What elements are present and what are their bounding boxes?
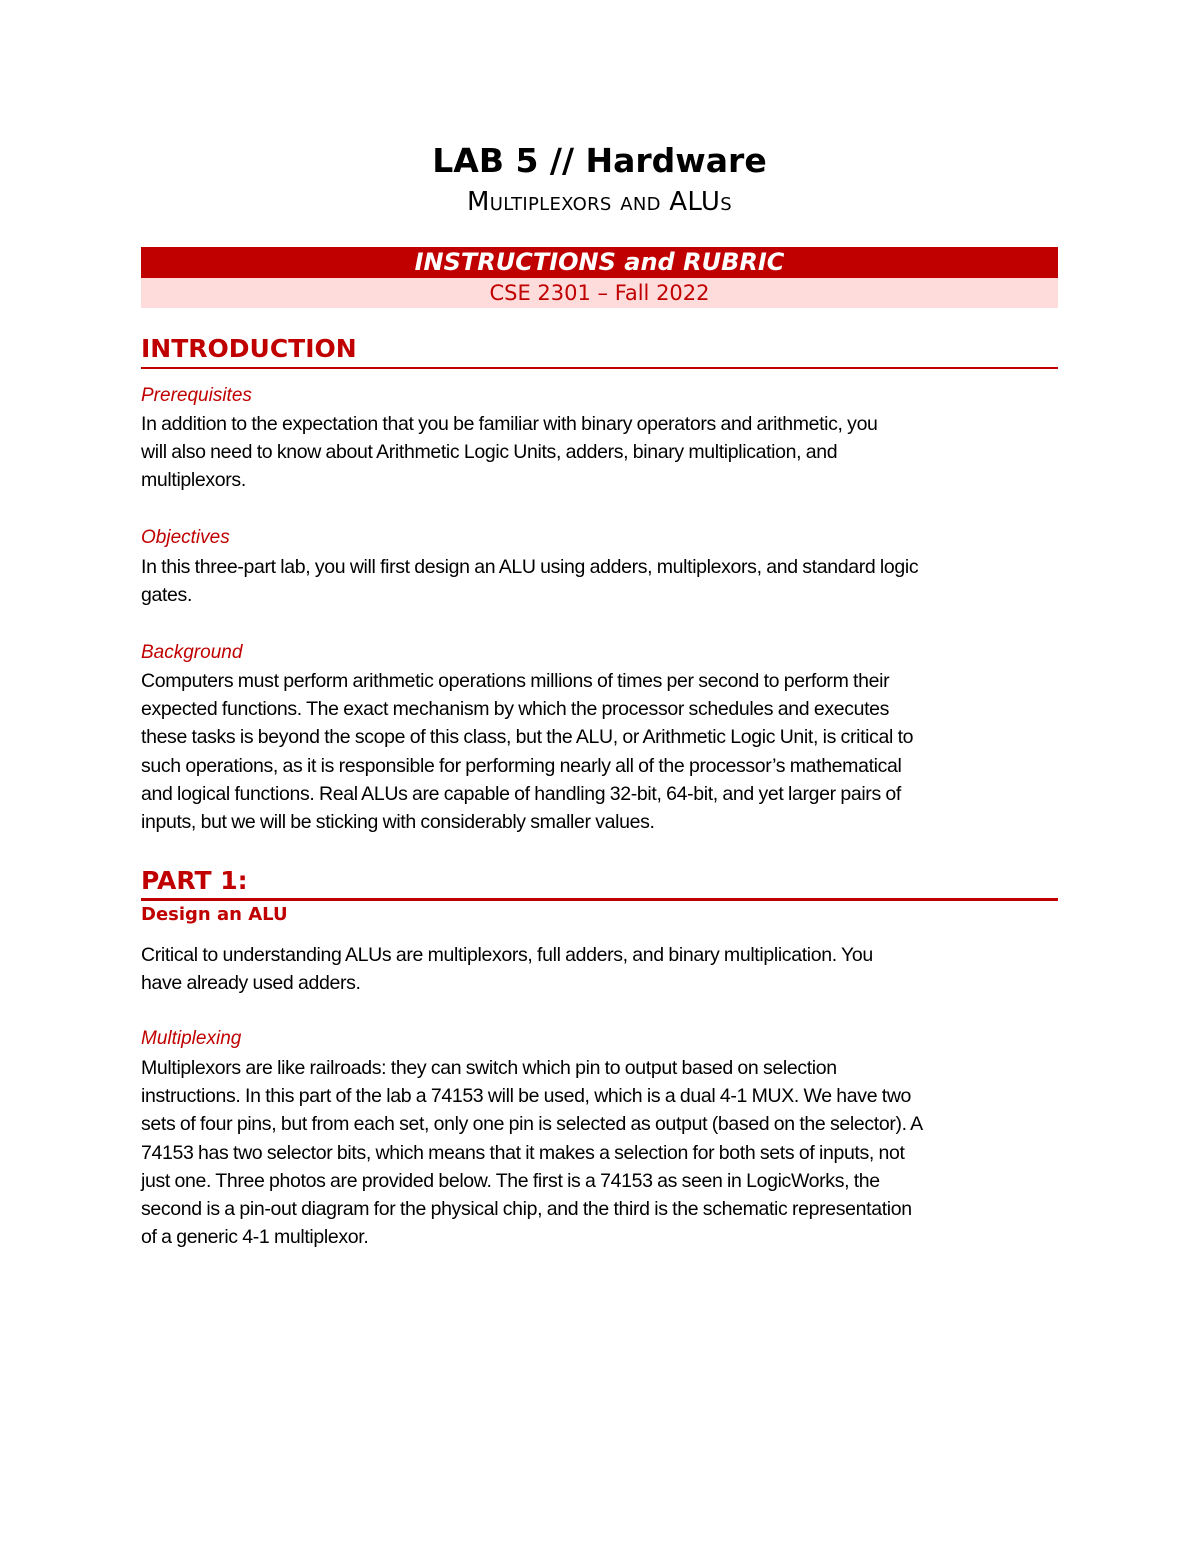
part1-heading: PART 1:	[141, 866, 248, 895]
multiplexing-label: Multiplexing	[141, 1028, 242, 1049]
page-title: LAB 5 // Hardware	[432, 141, 767, 180]
part1-rule	[141, 898, 1058, 901]
prerequisites-label: Prerequisites	[141, 385, 252, 406]
part1-intro-paragraph: Critical to understanding ALUs are multiplexors, full adders, and binary multiplication. You have already used adders.	[141, 944, 873, 995]
introduction-heading: INTRODUCTION	[141, 334, 357, 363]
course-band: CSE 2301 – Fall 2022	[141, 278, 1058, 308]
multiplexing-paragraph: Multiplexors are like railroads: they can switch which pin to output based on selection instructions. In this part of the lab a 74153 will be used, which is a dual 4-1 MUX. We have two sets of four pins, but from each set, only one pin is selected as output (based on the selector). A 74153 has two selector bits, which means that it makes a selection for both sets of inputs, not just one. Three photos are provided below. The first is a 74153 as seen in LogicWorks, the second is a pin-out diagram for the physical chip, and the third is the schematic representation of a generic 4-1 multiplexor.	[141, 1057, 923, 1249]
objectives-label: Objectives	[141, 527, 230, 548]
part1-subheading: Design an ALU	[141, 904, 288, 925]
prerequisites-paragraph: In addition to the expectation that you be familiar with binary operators and arithmetic, you will also need to know about Arithmetic Logic Units, adders, binary multiplication, and multiplexors.	[141, 413, 878, 492]
page-subtitle: Multiplexors and ALUs	[467, 187, 732, 217]
objectives-paragraph: In this three-part lab, you will first design an ALU using adders, multiplexors, and standard logic gates.	[141, 556, 919, 607]
background-label: Background	[141, 642, 243, 663]
instructions-banner: INSTRUCTIONS and RUBRIC	[141, 247, 1058, 278]
introduction-rule	[141, 367, 1058, 369]
background-paragraph: Computers must perform arithmetic operations millions of times per second to perform their expected functions. The exact mechanism by which the processor schedules and executes these tasks is beyond the scope of this class, but the ALU, or Arithmetic Logic Unit, is critical to such operations, as it is responsible for performing nearly all of the processor’s mathematical and logical functions. Real ALUs are capable of handling 32-bit, 64-bit, and yet larger pairs of inputs, but we will be sticking with considerably smaller values.	[141, 670, 914, 834]
